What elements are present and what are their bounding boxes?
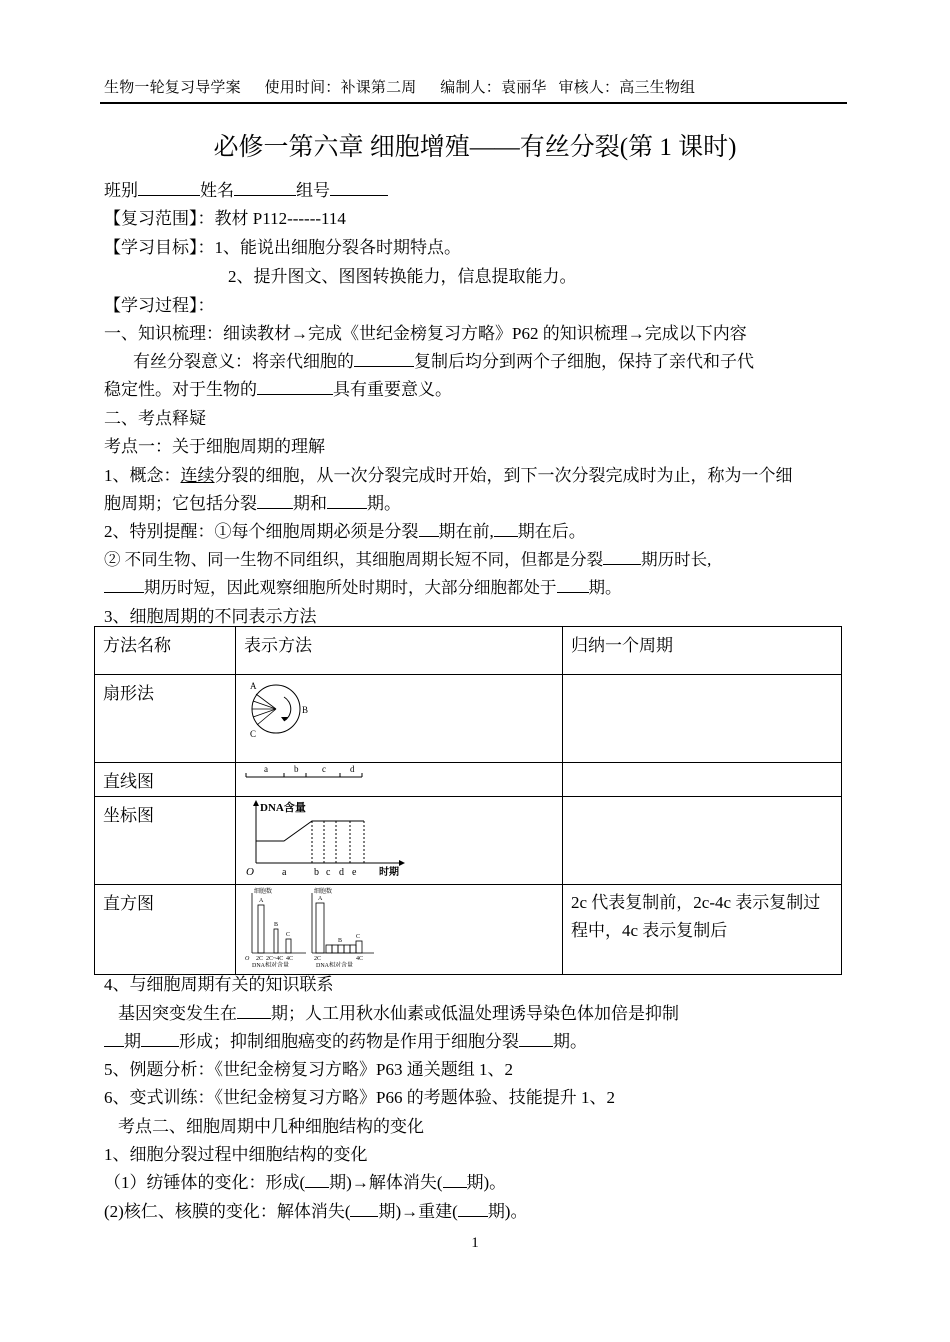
blank[interactable] (305, 1171, 329, 1188)
text: 1、概念： (104, 466, 181, 485)
hist-diagram-cell (236, 885, 563, 975)
blank[interactable] (519, 1030, 553, 1047)
text: 分裂的细胞，从一次分裂完成时开始，到下一次分裂完成时为止，称为一个细 (214, 466, 793, 485)
review-scope: 【复习范围】：教材 P112------114 (104, 209, 346, 228)
text: 期。 (588, 578, 622, 597)
text: 期历时短，因此观察细胞所处时期时，大部分细胞都处于 (144, 578, 557, 597)
underlined-term: 连续 (180, 466, 215, 485)
tip-line3 (104, 574, 622, 598)
line-label: b (294, 764, 299, 774)
blank[interactable] (354, 350, 414, 367)
coord-xlabel: 时期 (379, 867, 399, 877)
text: 期)→解体消失( (329, 1173, 443, 1192)
kaodian2-item1: 1、细胞分裂过程中细胞结构的变化 (104, 1145, 368, 1164)
text: 期；人工用秋水仙素或低温处理诱导染色体加倍是抑制 (271, 1004, 679, 1023)
concept-line1 (104, 461, 793, 486)
text: 2、特别提醒：①每个细胞周期必须是分裂 (104, 522, 419, 541)
blank[interactable] (327, 492, 367, 509)
line-label: c (322, 764, 326, 774)
goals-line-1 (104, 233, 461, 258)
table-header-cell: 方法名称 (95, 627, 236, 675)
hist-bar-label: C (356, 934, 361, 940)
hist-xlabel: DNA相对含量 (252, 963, 289, 967)
group-blank[interactable] (330, 179, 388, 196)
spindle-line (104, 1168, 506, 1193)
blank[interactable] (458, 1200, 488, 1217)
hist-bar-label: A (318, 896, 323, 902)
hist-ylabel: 细胞数 (254, 889, 273, 895)
line-diagram (244, 763, 374, 785)
hist-origin: O (245, 956, 250, 962)
table-header-row (95, 627, 842, 675)
process-label: 【学习过程】： (104, 296, 215, 315)
table-row (95, 763, 842, 797)
cycle-methods-table (94, 626, 842, 975)
fan-diagram-cell (236, 675, 563, 763)
section4-line2 (104, 1027, 587, 1052)
variant-training: 6、变式训练：《世纪金榜复习方略》P66 的考题体验、技能提升 1、2 (104, 1088, 615, 1107)
text: 期在前, (438, 522, 494, 541)
section4-line1 (118, 999, 679, 1024)
header-rule (100, 102, 847, 104)
text: 形成；抑制细胞癌变的药物是作用于细胞分裂 (179, 1032, 519, 1051)
coord-tick: c (326, 867, 331, 877)
table-header-cell: 表示方法 (236, 627, 563, 675)
table-row (95, 797, 842, 885)
text: 基因突变发生在 (118, 1004, 237, 1023)
methods-heading: 3、细胞周期的不同表示方法 (104, 607, 317, 626)
class-info-line (104, 176, 388, 201)
coord-diagram (244, 799, 414, 877)
concept-line2 (104, 489, 401, 514)
hist-bar-label: B (274, 922, 279, 928)
text: 期)→重建( (378, 1202, 458, 1221)
text: 期在后。 (517, 522, 586, 541)
coord-tick: a (282, 867, 287, 877)
table-row (95, 885, 842, 975)
coord-ylabel: DNA含量 (260, 802, 306, 814)
coord-origin: O (246, 866, 254, 877)
name-label: 姓名 (200, 181, 234, 200)
group-label: 组号 (296, 181, 330, 200)
section2-heading: 二、考点释疑 (104, 409, 206, 428)
text: 期 (124, 1032, 141, 1051)
blank[interactable] (104, 576, 144, 593)
text: 期。 (367, 494, 401, 513)
line-label: d (350, 764, 355, 774)
line-diagram-cell (236, 763, 563, 797)
name-blank[interactable] (234, 179, 296, 196)
goal-item-2: 2、提升图文、图图转换能力，信息提取能力。 (228, 267, 577, 286)
hist-bar-label: C (286, 932, 291, 938)
blank[interactable] (443, 1171, 467, 1188)
kaodian2-heading: 考点二、细胞周期中几种细胞结构的变化 (118, 1117, 424, 1136)
kaodian1-heading: 考点一：关于细胞周期的理解 (104, 437, 325, 456)
text: 期)。 (466, 1173, 507, 1192)
table-header-cell: 归纳一个周期 (563, 627, 842, 675)
class-label: 班别 (104, 181, 138, 200)
section4-heading: 4、与细胞周期有关的知识联系 (104, 975, 334, 994)
method-name: 直方图 (95, 885, 236, 975)
coord-tick: d (339, 867, 344, 877)
text: (2)核仁、核膜的变化：解体消失( (104, 1202, 351, 1221)
method-name: 直线图 (95, 763, 236, 797)
blank[interactable] (141, 1030, 179, 1047)
text: 具有重要意义。 (333, 380, 452, 399)
page-header: 生物一轮复习导学案 使用时间：补课第二周 编制人：袁丽华 审核人：高三生物组 (104, 80, 696, 96)
text: 复制后均分到两个子细胞，保持了亲代和子代 (414, 352, 754, 371)
hist-xlabel: DNA相对含量 (316, 963, 353, 967)
blank[interactable] (603, 548, 641, 565)
section1-para-line2 (104, 375, 452, 400)
text: 期和 (293, 494, 327, 513)
text: 期。 (553, 1032, 587, 1051)
method-name: 坐标图 (95, 797, 236, 885)
hist-ylabel: 细胞数 (314, 889, 333, 895)
blank[interactable] (494, 520, 518, 537)
hist-diagram (244, 887, 384, 967)
blank[interactable] (257, 378, 333, 395)
tip-line2 (104, 546, 711, 570)
section1-para-line1 (133, 347, 754, 372)
fan-diagram (244, 677, 324, 739)
line-label: a (264, 764, 268, 774)
goals-label: 【学习目标】： (104, 238, 215, 257)
summary-cell (563, 763, 842, 797)
blank[interactable] (237, 1002, 271, 1019)
summary-cell (563, 675, 842, 763)
hist-tick: 2C (256, 956, 264, 962)
tip-line1 (104, 517, 586, 542)
blank[interactable] (350, 1200, 378, 1217)
text: 期历时长, (641, 550, 712, 569)
hist-tick: 2C~4C (266, 956, 284, 962)
text: 稳定性。对于生物的 (104, 380, 257, 399)
fan-label-b: B (302, 705, 309, 715)
text: 有丝分裂意义：将亲代细胞的 (133, 352, 354, 371)
page-number: 1 (471, 1235, 479, 1251)
hist-tick: 4C (286, 956, 294, 962)
hist-tick: 4C (356, 956, 364, 962)
text: （1）纺锤体的变化：形成( (104, 1173, 306, 1192)
blank[interactable] (557, 576, 589, 593)
method-name: 扇形法 (95, 675, 236, 763)
hist-bar-label: B (338, 938, 343, 944)
summary-cell (563, 797, 842, 885)
hist-bar-label: A (259, 898, 264, 904)
text: 期)。 (487, 1202, 528, 1221)
example-analysis: 5、例题分析：《世纪金榜复习方略》P63 通关题组 1、2 (104, 1060, 513, 1079)
blank[interactable] (104, 1030, 124, 1047)
coord-tick: b (314, 867, 319, 877)
goal-item-1: 1、能说出细胞分裂各时期特点。 (214, 238, 461, 257)
coord-tick: e (352, 867, 357, 877)
fan-label-a: A (250, 681, 257, 691)
blank[interactable] (257, 492, 293, 509)
text: ② 不同生物、同一生物不同组织，其细胞周期长短不同，但都是分裂 (104, 550, 604, 569)
summary-cell: 2c 代表复制前，2c-4c 表示复制过程中，4c 表示复制后 (563, 885, 842, 975)
hist-tick: 2C (314, 956, 322, 962)
coord-diagram-cell (236, 797, 563, 885)
fan-label-c: C (250, 729, 257, 739)
text: 胞周期；它包括分裂 (104, 494, 257, 513)
page-title: 必修一第六章 细胞增殖——有丝分裂(第 1 课时) (213, 134, 737, 161)
nucleolus-line (104, 1197, 527, 1222)
table-row (95, 675, 842, 763)
blank[interactable] (419, 520, 439, 537)
section1-heading: 一、知识梳理：细读教材→完成《世纪金榜复习方略》P62 的知识梳理→完成以下内容 (104, 324, 747, 343)
class-blank[interactable] (138, 179, 200, 196)
